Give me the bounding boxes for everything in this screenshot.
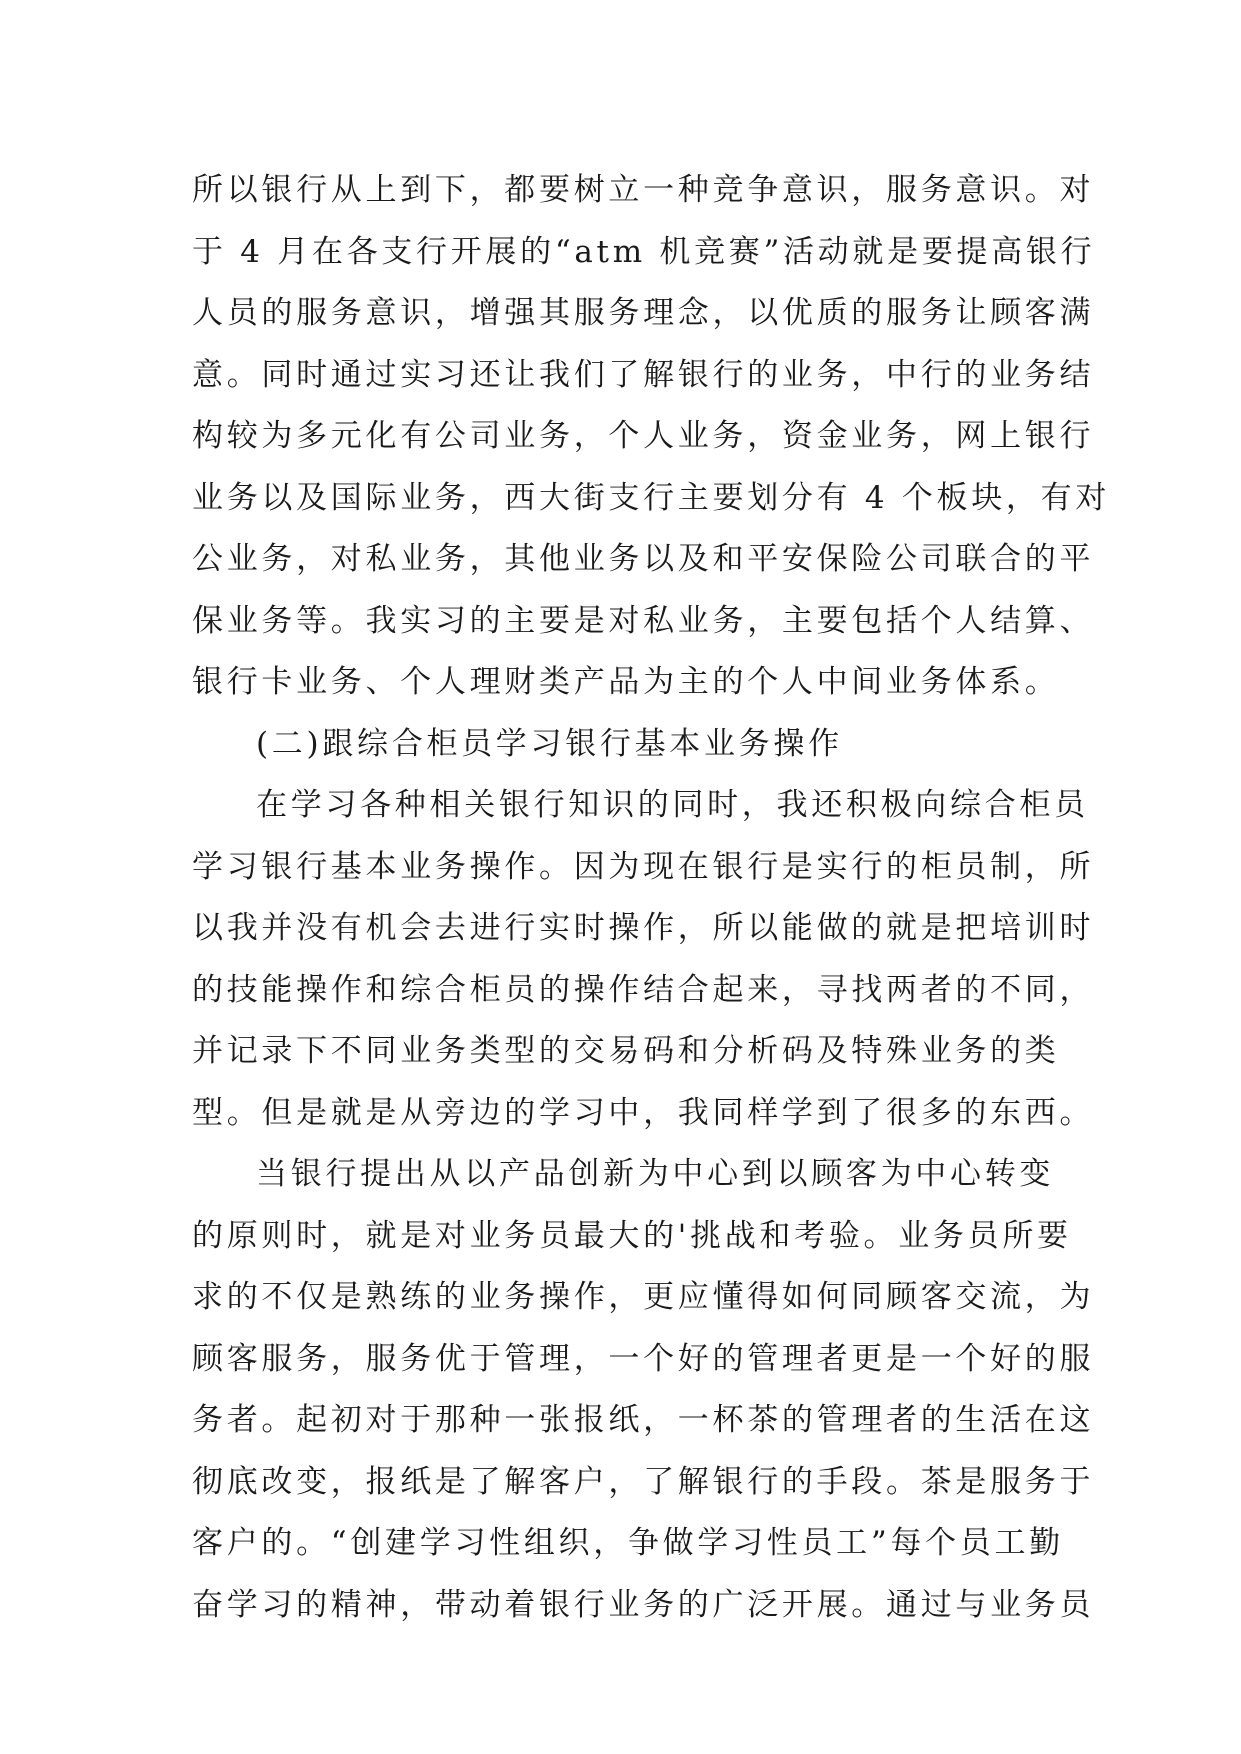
paragraph-first-line: 当银行提出从以产品创新为中心到以顾客为中心转变: [256, 1156, 1055, 1192]
text-line: 彻底改变，报纸是了解客户，了解银行的手段。茶是服务于: [192, 1463, 1095, 1500]
text-line: 公业务，对私业务，其他业务以及和平安保险公司联合的平: [192, 541, 1095, 577]
text-line: 客户的。“创建学习性组织，争做学习性员工”每个员工勤: [192, 1525, 1064, 1561]
text-line: 业务以及国际业务，西大街支行主要划分有 4 个板块，有对: [192, 479, 1111, 516]
text-line: 意。同时通过实习还让我们了解银行的业务，中行的业务结: [192, 356, 1095, 393]
text-line: 型。但是就是从旁边的学习中，我同样学到了很多的东西。: [192, 1094, 1095, 1131]
text-line: 务者。起初对于那种一张报纸，一杯茶的管理者的生活在这: [192, 1402, 1095, 1438]
text-line: 求的不仅是熟练的业务操作，更应懂得如何同顾客交流，为: [192, 1279, 1095, 1315]
text-line: 学习银行基本业务操作。因为现在银行是实行的柜员制，所: [192, 848, 1095, 885]
text-line: 保业务等。我实习的主要是对私业务，主要包括个人结算、: [192, 602, 1095, 639]
text-line: 的原则时，就是对业务员最大的'挑战和考验。业务员所要: [192, 1217, 1072, 1254]
text-line: 人员的服务意识，增强其服务理念，以优质的服务让顾客满: [192, 295, 1095, 331]
text-line: 于 4 月在各支行开展的“atm 机竞赛”活动就是要提高银行: [192, 233, 1096, 270]
text-line: 并记录下不同业务类型的交易码和分析码及特殊业务的类: [192, 1033, 1060, 1069]
text-line: 构较为多元化有公司业务，个人业务，资金业务，网上银行: [192, 418, 1095, 454]
text-line: 以我并没有机会去进行实时操作，所以能做的就是把培训时: [192, 910, 1095, 946]
text-line: 银行卡业务、个人理财类产品为主的个人中间业务体系。: [192, 664, 1060, 700]
text-line: 所以银行从上到下，都要树立一种竞争意识，服务意识。对: [192, 172, 1095, 208]
paragraph-first-line: 在学习各种相关银行知识的同时，我还积极向综合柜员: [256, 787, 1089, 823]
text-line: 奋学习的精神，带动着银行业务的广泛开展。通过与业务员: [192, 1586, 1095, 1623]
text-line: 的技能操作和综合柜员的操作结合起来，寻找两者的不同，: [192, 971, 1095, 1008]
section-heading: (二)跟综合柜员学习银行基本业务操作: [256, 725, 843, 762]
body-text: [192, 160, 1111, 1636]
text-line: 顾客服务，服务优于管理，一个好的管理者更是一个好的服: [192, 1340, 1095, 1377]
